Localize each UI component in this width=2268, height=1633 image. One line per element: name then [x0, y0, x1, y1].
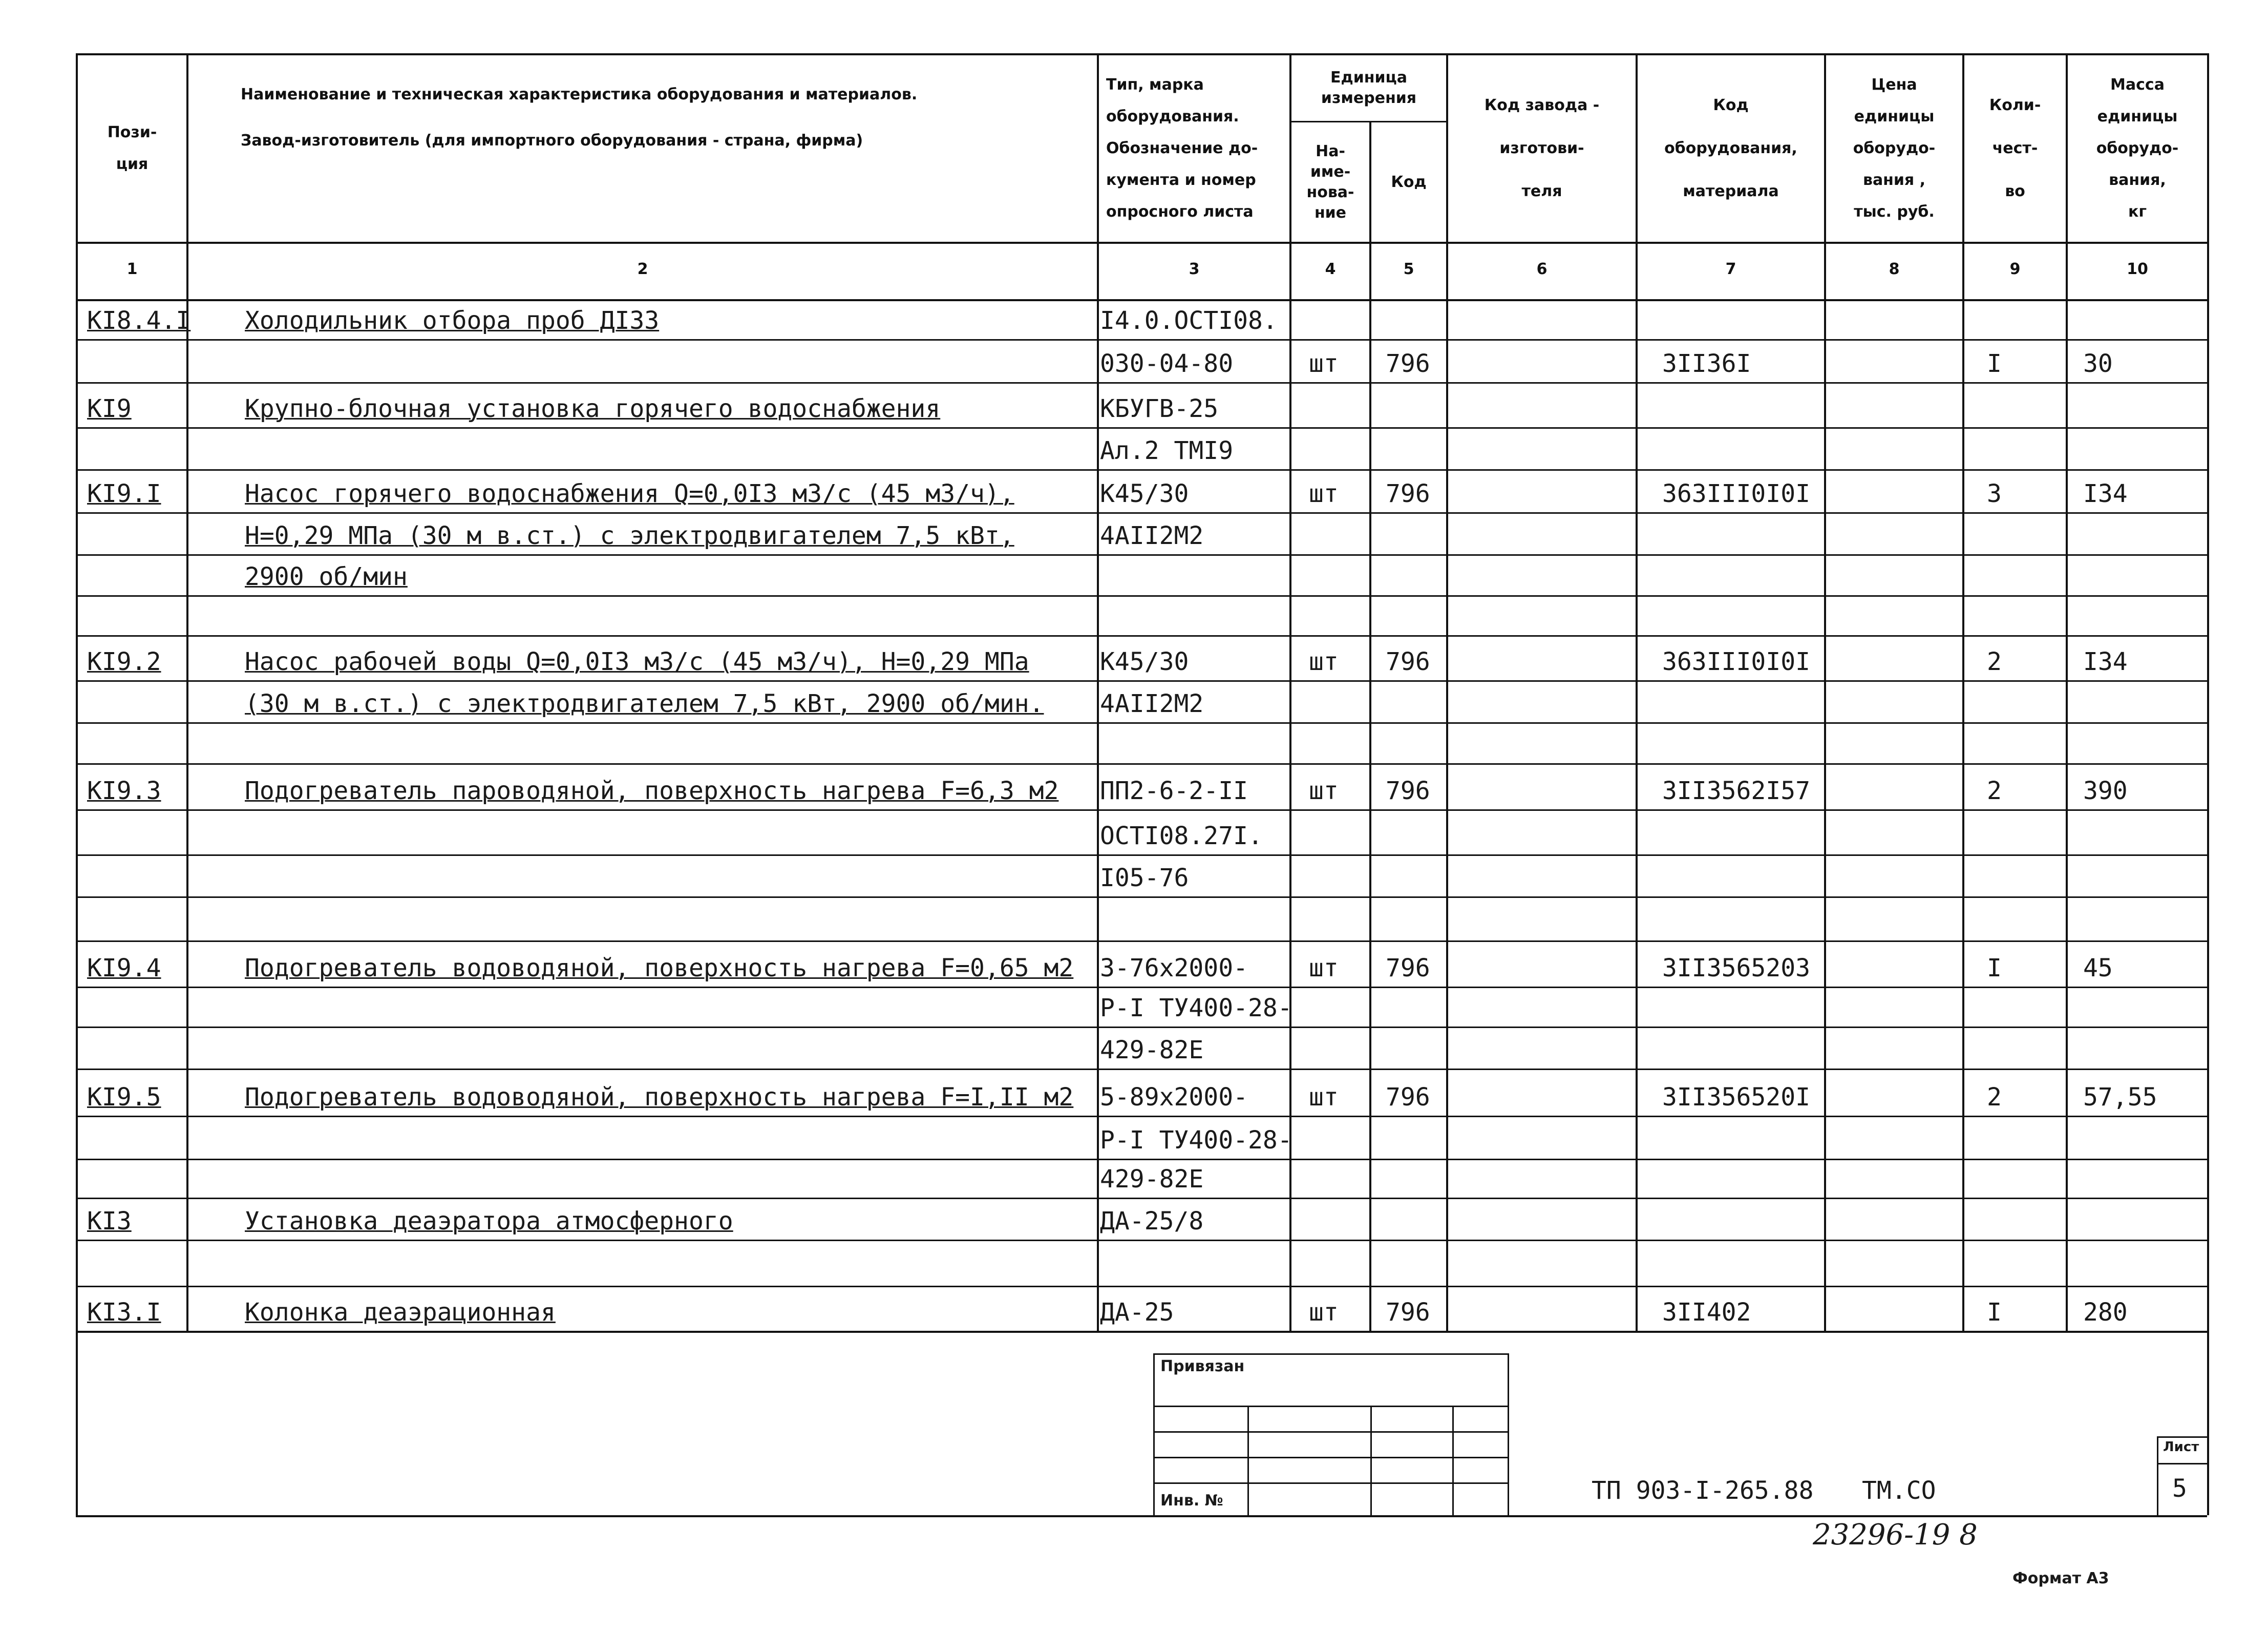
sheet-box-mid: [2157, 1463, 2207, 1464]
row-unit: шт: [1309, 1083, 1339, 1112]
row-separator: [76, 987, 2207, 988]
row-mass: 390: [2083, 777, 2128, 805]
format-label: Формат А3: [2012, 1569, 2109, 1587]
row-unit-code: 796: [1386, 1298, 1430, 1327]
tb-v2: [1370, 1406, 1372, 1515]
row-name: Крупно-блочная установка горячего водоснабжения: [245, 394, 941, 423]
header-col8: Цена единицы оборудо- вания , тыс. руб.: [1853, 76, 1936, 221]
tb-line-4: [1153, 1482, 1508, 1484]
colnum-7: 7: [1725, 260, 1736, 278]
header-col5: Код: [1391, 173, 1427, 191]
row-type: I4.0.ОСТI08.: [1100, 306, 1278, 335]
row-equipment-code: 363III0I0I: [1662, 479, 1810, 508]
row-name: Колонка деаэрационная: [245, 1298, 556, 1327]
doc-code: ТП 903-I-265.88: [1592, 1476, 1814, 1505]
tb-left: [1153, 1353, 1155, 1515]
tb-right: [1508, 1353, 1509, 1515]
col-line-10: [2207, 53, 2209, 1515]
header-col3: Тип, марка оборудования. Обозначение до- кумента и номер опросного листа: [1106, 76, 1258, 221]
tb-line-3: [1153, 1457, 1508, 1458]
row-type: 030-04-80: [1100, 349, 1234, 378]
row-separator: [76, 854, 2207, 856]
row-type: 3-76х2000-: [1100, 954, 1248, 982]
col-line-4: [1369, 121, 1371, 1331]
header-col4: На- име- нова- ние: [1306, 142, 1354, 222]
header-col2: Наименование и техническая характеристика оборудования и материалов. Завод-изготовитель (для импортного оборудования - страна, фирма): [241, 86, 918, 150]
row-separator: [76, 1286, 2207, 1287]
row-quantity: I: [1987, 954, 2002, 982]
row-separator: [76, 382, 2207, 384]
table-bottom-border: [76, 1331, 2207, 1333]
row-separator: [76, 427, 2207, 429]
tb-v3: [1452, 1406, 1454, 1515]
colnum-10: 10: [2127, 260, 2148, 278]
sheet-box-top: [2157, 1436, 2207, 1438]
row-unit: шт: [1309, 349, 1339, 378]
colnum-4: 4: [1325, 260, 1336, 278]
row-separator: [76, 1027, 2207, 1028]
colnum-5: 5: [1403, 260, 1414, 278]
row-unit: шт: [1309, 777, 1339, 805]
row-mass: I34: [2083, 647, 2128, 676]
row-name: Насос рабочей воды Q=0,0I3 м3/с (45 м3/ч), Н=0,29 МПа: [245, 647, 1029, 676]
row-separator: [76, 512, 2207, 514]
row-type: ПП2-6-2-II: [1100, 777, 1248, 805]
row-separator: [76, 469, 2207, 471]
table-top-border: [76, 53, 2207, 55]
row-type: 4АII2М2: [1100, 689, 1204, 718]
sheet-number: 5: [2172, 1474, 2187, 1503]
row-mass: I34: [2083, 479, 2128, 508]
row-quantity: 2: [1987, 1083, 2002, 1112]
colnum-6: 6: [1536, 260, 1548, 278]
tb-line-1: [1153, 1406, 1508, 1407]
row-mass: 45: [2083, 954, 2113, 982]
tb-line-2: [1153, 1431, 1508, 1433]
row-type: 429-82Е: [1100, 1165, 1204, 1194]
row-equipment-code: 3II402: [1662, 1298, 1751, 1327]
row-name: Подогреватель пароводяной, поверхность нагрева F=6,3 м2: [245, 777, 1059, 805]
row-position: КI3: [87, 1207, 132, 1236]
header-col9: Коли- чест- во: [1989, 96, 2041, 200]
header-unit-group: Единица измерения: [1321, 69, 1417, 107]
row-equipment-code: 3II3562I57: [1662, 777, 1810, 805]
colnum-bottom-border: [76, 299, 2207, 301]
row-equipment-code: 363III0I0I: [1662, 647, 1810, 676]
row-type: ДА-25: [1100, 1298, 1174, 1327]
row-separator: [76, 809, 2207, 811]
handwritten-number: 23296-19 8: [1813, 1518, 1978, 1552]
row-type: ОСТI08.27I.: [1100, 822, 1263, 850]
inv-label: Инв. №: [1160, 1492, 1223, 1510]
row-name: Н=0,29 МПа (30 м в.ст.) с электродвигателем 7,5 кВт,: [245, 521, 1014, 550]
sheet-box-left: [2157, 1436, 2158, 1515]
row-separator: [76, 595, 2207, 597]
colnum-8: 8: [1889, 260, 1900, 278]
row-equipment-code: 3II356520I: [1662, 1083, 1810, 1112]
row-type: Р-I ТУ400-28-: [1100, 1126, 1292, 1155]
colnum-1: 1: [126, 260, 138, 278]
row-separator: [76, 635, 2207, 637]
row-position: КI3.I: [87, 1298, 161, 1327]
tb-top: [1153, 1353, 1508, 1355]
row-position: КI8.4.I: [87, 306, 191, 335]
row-quantity: 2: [1987, 647, 2002, 676]
bound-label: Привязан: [1160, 1357, 1245, 1375]
row-unit-code: 796: [1386, 647, 1430, 676]
header-col7: Код оборудования, материала: [1664, 96, 1797, 200]
row-mass: 30: [2083, 349, 2113, 378]
row-type: КБУГВ-25: [1100, 394, 1219, 423]
row-name: 2900 об/мин: [245, 562, 408, 591]
row-mass: 280: [2083, 1298, 2128, 1327]
row-unit: шт: [1309, 954, 1339, 982]
row-unit-code: 796: [1386, 777, 1430, 805]
row-unit-code: 796: [1386, 1083, 1430, 1112]
row-position: КI9.3: [87, 777, 161, 805]
row-type: 4АII2М2: [1100, 521, 1204, 550]
row-name: Установка деаэратора атмосферного: [245, 1207, 733, 1236]
row-equipment-code: 3II3565203: [1662, 954, 1810, 982]
row-unit-code: 796: [1386, 954, 1430, 982]
row-mass: 57,55: [2083, 1083, 2157, 1112]
row-type: Ал.2 ТМI9: [1100, 436, 1234, 465]
row-quantity: 2: [1987, 777, 2002, 805]
row-type: К45/30: [1100, 647, 1189, 676]
row-separator: [76, 896, 2207, 898]
tb-v1: [1247, 1406, 1249, 1515]
unit-subheader-line: [1289, 121, 1446, 122]
row-type: Р-I ТУ400-28-: [1100, 994, 1292, 1022]
row-separator: [76, 940, 2207, 942]
row-separator: [76, 1069, 2207, 1070]
row-unit: шт: [1309, 479, 1339, 508]
row-name: Подогреватель водоводяной, поверхность нагрева F=I,II м2: [245, 1083, 1074, 1112]
row-separator: [76, 1116, 2207, 1117]
row-name: Насос горячего водоснабжения Q=0,0I3 м3/с (45 м3/ч),: [245, 479, 1014, 508]
row-separator: [76, 722, 2207, 724]
row-separator: [76, 1240, 2207, 1241]
row-name: (30 м в.ст.) с электродвигателем 7,5 кВт, 2900 об/мин.: [245, 689, 1044, 718]
row-quantity: 3: [1987, 479, 2002, 508]
row-position: КI9.5: [87, 1083, 161, 1112]
row-type: 429-82Е: [1100, 1036, 1204, 1064]
row-unit-code: 796: [1386, 479, 1430, 508]
colnum-3: 3: [1189, 260, 1200, 278]
header-col10: Масса единицы оборудо- вания, кг: [2096, 76, 2179, 221]
row-name: Подогреватель водоводяной, поверхность нагрева F=0,65 м2: [245, 954, 1074, 982]
row-unit: шт: [1309, 1298, 1339, 1327]
header-col6: Код завода - изготови- теля: [1484, 96, 1600, 200]
row-equipment-code: 3II36I: [1662, 349, 1751, 378]
row-position: КI9.2: [87, 647, 161, 676]
row-quantity: I: [1987, 1298, 2002, 1327]
row-unit: шт: [1309, 647, 1339, 676]
row-type: 5-89х2000-: [1100, 1083, 1248, 1112]
row-quantity: I: [1987, 349, 2002, 378]
row-unit-code: 796: [1386, 349, 1430, 378]
row-separator: [76, 1198, 2207, 1199]
row-type: ДА-25/8: [1100, 1207, 1204, 1236]
row-position: КI9.I: [87, 479, 161, 508]
row-separator: [76, 680, 2207, 682]
row-separator: [76, 339, 2207, 341]
row-position: КI9.4: [87, 954, 161, 982]
row-name: Холодильник отбора проб ДI33: [245, 306, 660, 335]
doc-mark: ТМ.СО: [1862, 1476, 1936, 1505]
row-separator: [76, 1159, 2207, 1160]
row-separator: [76, 763, 2207, 765]
colnum-2: 2: [637, 260, 648, 278]
sheet-label: Лист: [2163, 1439, 2199, 1455]
row-type: I05-76: [1100, 864, 1189, 892]
colnum-9: 9: [2009, 260, 2021, 278]
row-separator: [76, 554, 2207, 556]
header-col1: Пози- ция: [107, 123, 157, 173]
row-type: К45/30: [1100, 479, 1189, 508]
page-bottom-border: [76, 1515, 2207, 1517]
row-position: КI9: [87, 394, 132, 423]
